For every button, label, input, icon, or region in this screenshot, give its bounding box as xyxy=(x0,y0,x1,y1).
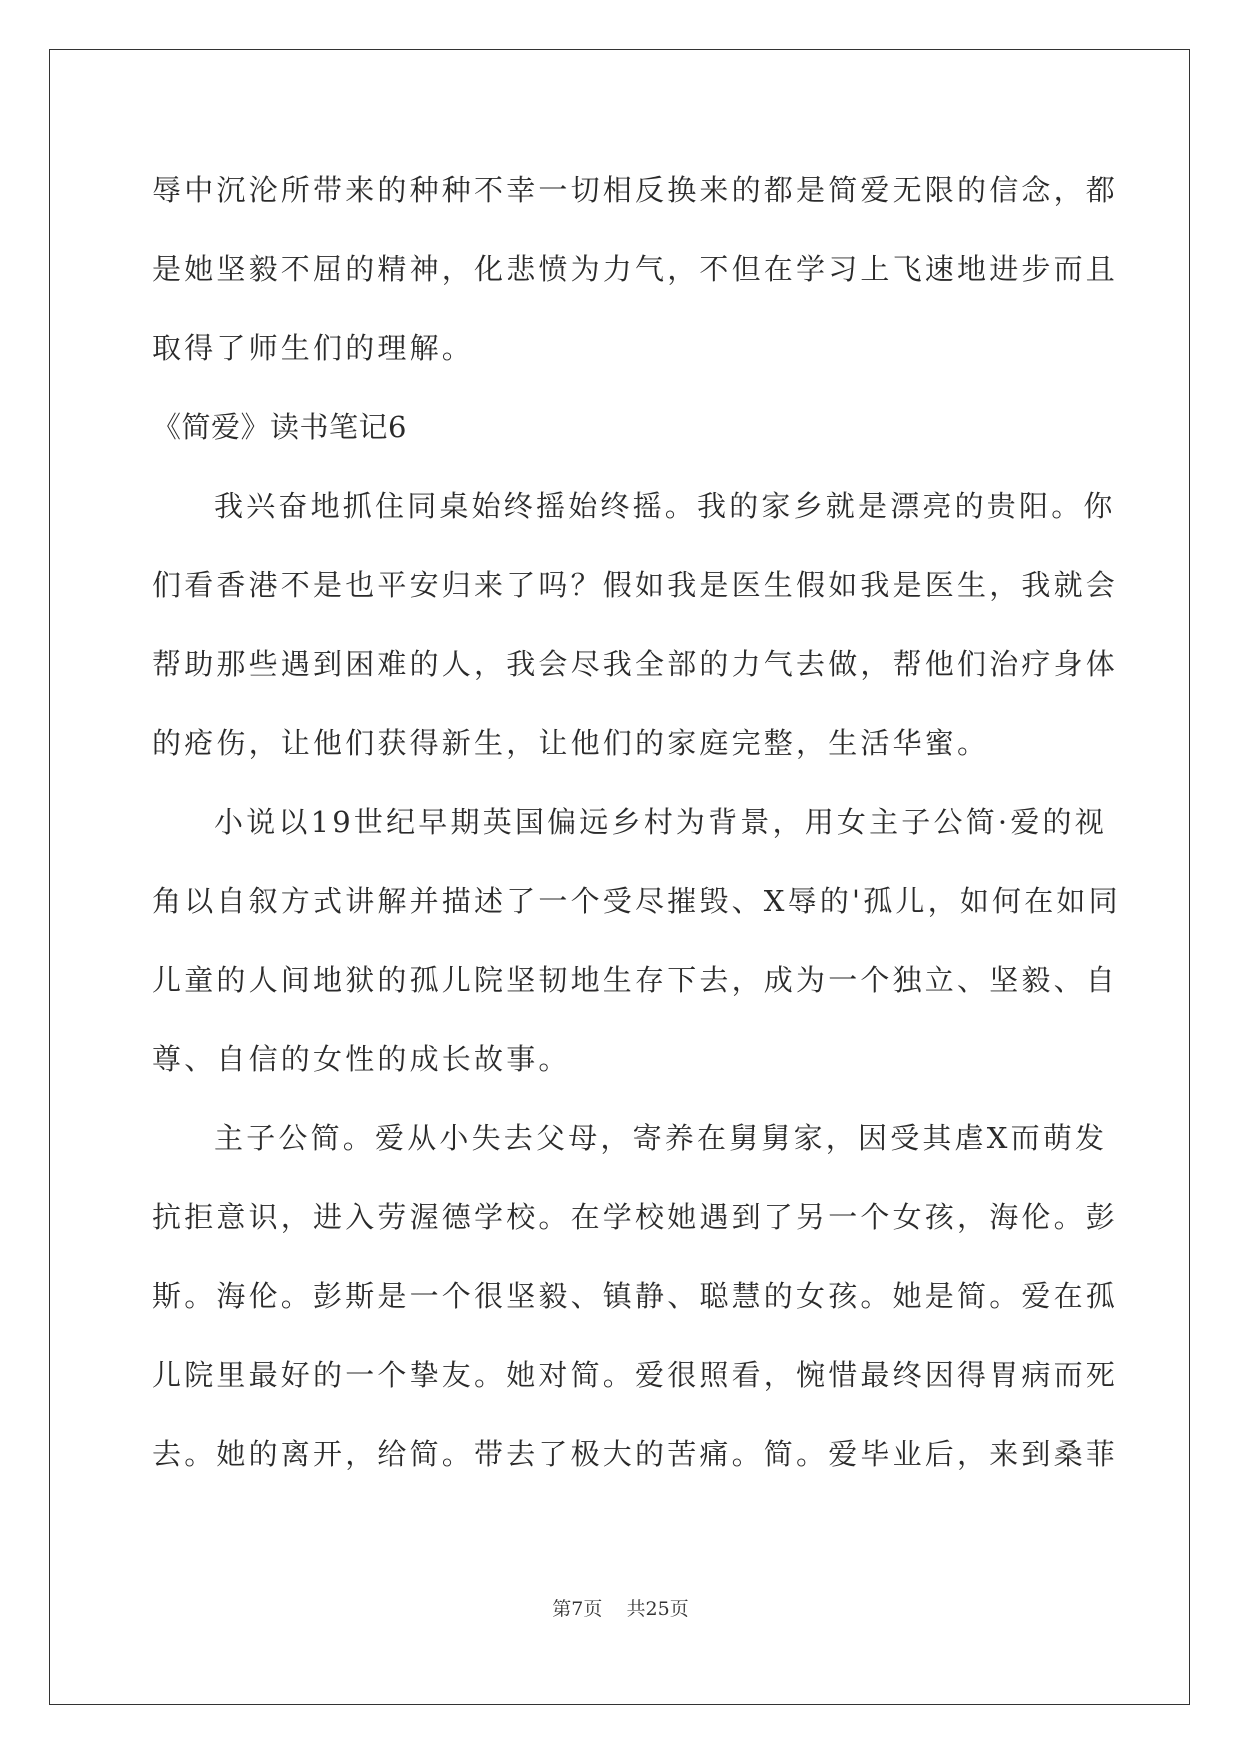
text-line: 去。她的离开，给简。带去了极大的苦痛。简。爱毕业后，来到桑菲 xyxy=(152,1437,1119,1471)
text-line: 的疮伤，让他们获得新生，让他们的家庭完整，生活华蜜。 xyxy=(152,726,990,760)
text-line: 取得了师生们的理解。 xyxy=(152,331,475,365)
text-line: 角以自叙方式讲解并描述了一个受尽摧毁、X辱的'孤儿，如何在如同 xyxy=(152,884,1121,918)
text-line: 辱中沉沦所带来的种种不幸一切相反换来的都是简爱无限的信念，都 xyxy=(152,173,1119,207)
section-heading: 《简爱》读书笔记6 xyxy=(152,410,407,444)
text-line: 儿院里最好的一个挚友。她对简。爱很照看，惋惜最终因得胃病而死 xyxy=(152,1358,1119,1392)
text-line: 抗拒意识，进入劳渥德学校。在学校她遇到了另一个女孩，海伦。彭 xyxy=(152,1200,1119,1234)
text-line: 是她坚毅不屈的精神，化悲愤为力气，不但在学习上飞速地进步而且 xyxy=(152,252,1119,286)
document-body xyxy=(152,156,1121,1499)
text-line: 我兴奋地抓住同桌始终摇始终摇。我的家乡就是漂亮的贵阳。你 xyxy=(214,489,1116,523)
page-number: 第7页 xyxy=(552,1598,603,1620)
text-line: 尊、自信的女性的成长故事。 xyxy=(152,1042,571,1076)
text-line: 斯。海伦。彭斯是一个很坚毅、镇静、聪慧的女孩。她是简。爱在孤 xyxy=(152,1279,1119,1313)
page-footer xyxy=(0,1597,1241,1621)
text-line: 帮助那些遇到困难的人，我会尽我全部的力气去做，帮他们治疗身体 xyxy=(152,647,1119,681)
text-line: 主子公简。爱从小失去父母，寄养在舅舅家，因受其虐X而萌发 xyxy=(214,1121,1108,1155)
text-line: 小说以19世纪早期英国偏远乡村为背景，用女主子公简·爱的视 xyxy=(214,805,1107,839)
text-line: 儿童的人间地狱的孤儿院坚韧地生存下去，成为一个独立、坚毅、自 xyxy=(152,963,1119,997)
text-line: 们看香港不是也平安归来了吗？假如我是医生假如我是医生，我就会 xyxy=(152,568,1119,602)
page-total: 共25页 xyxy=(626,1598,689,1620)
